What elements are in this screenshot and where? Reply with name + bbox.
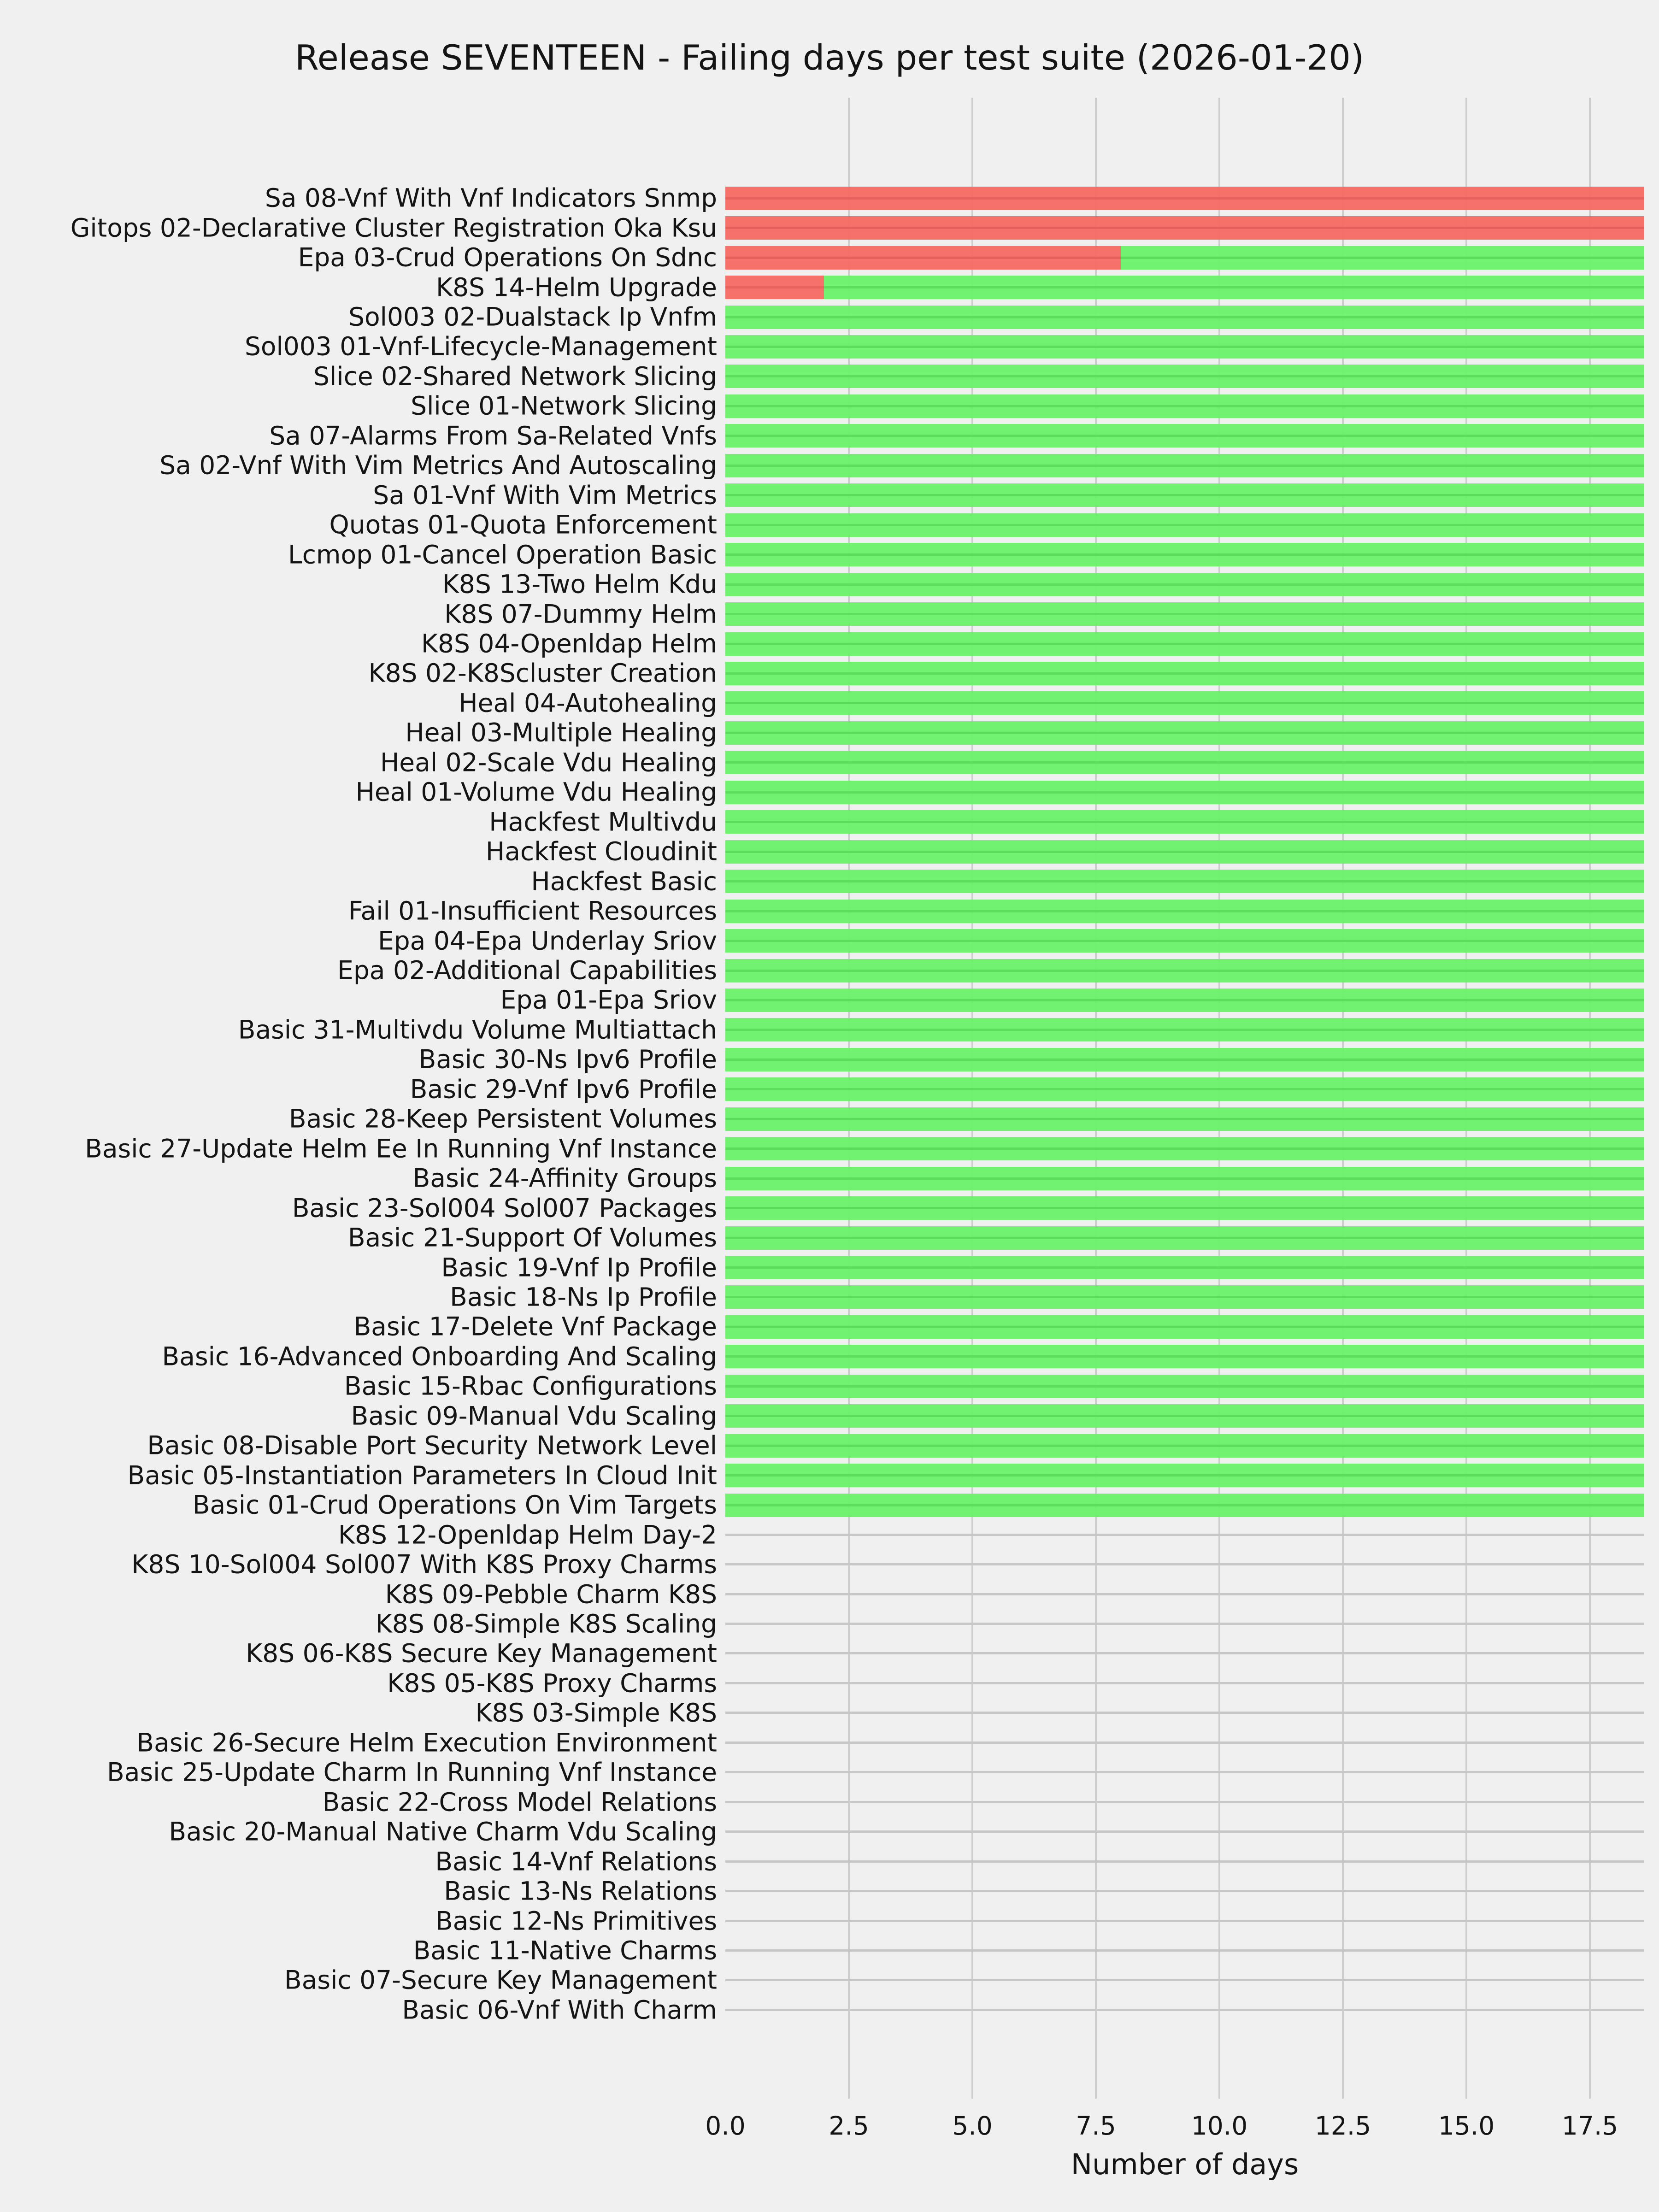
passing-bar-segment [725, 306, 1644, 329]
suite-label: Basic 12-Ns Primitives [435, 1906, 717, 1936]
suite-row [531, 866, 1644, 896]
category-gridline [725, 1949, 1644, 1952]
suite-label: K8S 07-Dummy Helm [444, 599, 717, 629]
suite-label: Hackfest Basic [531, 866, 717, 896]
category-gridline [725, 1563, 1644, 1565]
suite-label: Heal 04-Autohealing [459, 688, 717, 718]
suite-label: Quotas 01-Quota Enforcement [329, 510, 717, 540]
passing-bar-segment [725, 781, 1644, 804]
passing-bar-segment [725, 1077, 1644, 1101]
x-tick-label: 5.0 [952, 2111, 993, 2141]
suite-row [375, 1609, 1644, 1639]
suite-row [70, 213, 1644, 243]
suite-label: Basic 27-Update Helm Ee In Running Vnf Instance [85, 1134, 717, 1164]
passing-bar-segment [725, 900, 1644, 923]
suite-row [405, 718, 1644, 747]
suite-row [475, 1698, 1644, 1728]
passing-bar-segment [725, 1167, 1644, 1190]
passing-bar-segment [725, 1107, 1644, 1131]
category-gridline [725, 1652, 1644, 1654]
suite-label: Basic 31-Multivdu Volume Multiattach [238, 1015, 717, 1045]
suite-label: Basic 24-Affinity Groups [412, 1163, 717, 1193]
suite-row [238, 1015, 1644, 1045]
passing-bar-segment [725, 1226, 1644, 1250]
suite-row [385, 1579, 1644, 1609]
suite-label: K8S 08-Simple K8S Scaling [375, 1609, 717, 1639]
passing-bar-segment [725, 870, 1644, 893]
suite-row [459, 688, 1644, 718]
x-tick-label: 12.5 [1314, 2111, 1371, 2141]
suite-label: Basic 25-Update Charm In Running Vnf Instance [107, 1757, 717, 1787]
suite-row [313, 361, 1644, 391]
suite-label: Slice 01-Network Slicing [411, 391, 717, 421]
passing-bar-segment [725, 1434, 1644, 1458]
category-gridline [725, 1593, 1644, 1595]
passing-bar-segment [725, 543, 1644, 566]
suite-row [444, 599, 1644, 629]
x-tick-label: 10.0 [1191, 2111, 1248, 2141]
suite-row [288, 1104, 1644, 1134]
category-gridline [725, 1801, 1644, 1803]
x-axis-ticks [705, 2111, 1644, 2146]
passing-bar-segment [725, 1494, 1644, 1517]
passing-bar-segment [725, 1196, 1644, 1220]
x-tick-label: 2.5 [829, 2111, 869, 2141]
suite-row [269, 421, 1644, 451]
suite-row [412, 1163, 1644, 1193]
suite-row [292, 1193, 1644, 1223]
suite-label: Epa 03-Crud Operations On Sdnc [298, 242, 717, 272]
suite-label: Sa 02-Vnf With Vim Metrics And Autoscaling [159, 450, 717, 480]
suite-row [435, 1847, 1644, 1877]
passing-bar-segment [725, 1315, 1644, 1339]
suite-label: Sa 07-Alarms From Sa-Related Vnfs [269, 421, 717, 451]
suite-label: Basic 26-Secure Helm Execution Environment [136, 1728, 717, 1758]
suite-row [136, 1728, 1644, 1758]
suite-row [244, 331, 1644, 361]
suite-label: Basic 16-Advanced Onboarding And Scaling [162, 1341, 717, 1371]
suite-row [450, 1282, 1644, 1312]
passing-bar-segment [725, 365, 1644, 388]
suite-label: K8S 05-K8S Proxy Charms [387, 1668, 717, 1698]
passing-bar-segment [725, 751, 1644, 774]
passing-bar-segment [725, 721, 1644, 745]
x-tick-label: 17.5 [1561, 2111, 1618, 2141]
suite-label: Basic 01-Crud Operations On Vim Targets [192, 1490, 717, 1520]
suite-label: Sa 01-Vnf With Vim Metrics [373, 480, 717, 510]
suite-row [442, 569, 1644, 599]
suite-row [410, 1074, 1644, 1104]
suite-row [435, 1906, 1644, 1936]
failing-bar-segment [725, 187, 1644, 210]
suite-label: Basic 05-Instantiation Parameters In Cloud Init [127, 1460, 717, 1490]
x-tick-label: 0.0 [705, 2111, 746, 2141]
suite-row [355, 777, 1644, 807]
suite-label: Hackfest Multivdu [489, 807, 717, 837]
suite-label: Sol003 01-Vnf-Lifecycle-Management [244, 331, 717, 361]
category-gridline [725, 1741, 1644, 1744]
suite-row [351, 1401, 1644, 1431]
category-gridline [725, 1712, 1644, 1714]
suite-row [387, 1668, 1644, 1698]
suite-row [444, 1876, 1644, 1906]
suite-label: K8S 02-K8Scluster Creation [368, 658, 717, 688]
category-gridline [725, 1979, 1644, 1981]
suite-label: Lcmop 01-Cancel Operation Basic [288, 540, 717, 570]
suite-label: K8S 06-K8S Secure Key Management [246, 1638, 717, 1668]
category-gridline [725, 1771, 1644, 1773]
x-tick-label: 7.5 [1076, 2111, 1116, 2141]
suite-rows [70, 183, 1644, 2025]
passing-bar-segment [725, 394, 1644, 418]
suite-row [288, 540, 1644, 570]
suite-row [347, 1223, 1644, 1253]
suite-label: Basic 29-Vnf Ipv6 Profile [410, 1074, 717, 1104]
suite-row [85, 1134, 1644, 1164]
suite-label: K8S 14-Helm Upgrade [436, 272, 717, 302]
category-gridline [725, 2009, 1644, 2011]
category-gridline [725, 1920, 1644, 1922]
suite-row [265, 183, 1644, 213]
suite-row [353, 1312, 1644, 1341]
suite-row [500, 985, 1644, 1015]
suite-row [348, 896, 1644, 926]
category-gridline [725, 1860, 1644, 1863]
suite-row [337, 955, 1644, 985]
category-gridline [725, 1682, 1644, 1684]
suite-label: Fail 01-Insufficient Resources [348, 896, 717, 926]
suite-row [377, 926, 1644, 956]
suite-label: Basic 14-Vnf Relations [435, 1847, 717, 1877]
passing-bar-segment [725, 1464, 1644, 1487]
passing-bar-segment [725, 1285, 1644, 1309]
suite-label: Basic 06-Vnf With Charm [402, 1995, 717, 2025]
suite-label: Slice 02-Shared Network Slicing [313, 361, 717, 391]
suite-row [411, 391, 1644, 421]
suite-label: K8S 13-Two Helm Kdu [442, 569, 717, 599]
suite-row [284, 1965, 1644, 1995]
suite-label: K8S 12-Openldap Helm Day-2 [338, 1520, 717, 1550]
suite-label: Epa 01-Epa Sriov [500, 985, 717, 1015]
category-gridline [725, 1830, 1644, 1833]
suite-row [441, 1253, 1644, 1282]
suite-label: K8S 03-Simple K8S [475, 1698, 717, 1728]
suite-label: Basic 13-Ns Relations [444, 1876, 717, 1906]
category-gridline [725, 1534, 1644, 1536]
suite-label: Basic 11-Native Charms [413, 1936, 717, 1965]
suite-row [298, 242, 1644, 272]
suite-label: Basic 17-Delete Vnf Package [353, 1312, 717, 1341]
suite-row [246, 1638, 1644, 1668]
suite-row [418, 1044, 1644, 1074]
suite-row [162, 1341, 1644, 1371]
passing-bar-segment [725, 691, 1644, 715]
failing-bar-segment [725, 276, 824, 299]
suite-label: K8S 09-Pebble Charm K8S [385, 1579, 717, 1609]
suite-label: Sol003 02-Dualstack Ip Vnfm [348, 302, 717, 332]
passing-bar-segment [725, 988, 1644, 1012]
suite-row [489, 807, 1644, 837]
suite-label: Basic 08-Disable Port Security Network Level [147, 1430, 717, 1460]
passing-bar-segment [725, 1256, 1644, 1279]
passing-bar-segment [725, 840, 1644, 864]
suite-row [127, 1460, 1644, 1490]
suite-row [436, 272, 1644, 302]
passing-bar-segment [725, 483, 1644, 507]
passing-bar-segment [725, 335, 1644, 359]
suite-row [169, 1817, 1644, 1847]
suite-row [373, 480, 1644, 510]
passing-bar-segment [725, 573, 1644, 596]
suite-row [107, 1757, 1644, 1787]
suite-label: Epa 04-Epa Underlay Sriov [377, 926, 717, 956]
suite-row [413, 1936, 1644, 1965]
suite-label: Sa 08-Vnf With Vnf Indicators Snmp [265, 183, 717, 213]
suite-label: Heal 02-Scale Vdu Healing [380, 747, 717, 777]
suite-row [485, 836, 1644, 866]
suite-row [402, 1995, 1644, 2025]
suite-label: Gitops 02-Declarative Cluster Registration Oka Ksu [70, 213, 717, 243]
suite-label: Basic 09-Manual Vdu Scaling [351, 1401, 717, 1431]
suite-label: Basic 18-Ns Ip Profile [450, 1282, 717, 1312]
passing-bar-segment [725, 1404, 1644, 1428]
suite-label: K8S 04-Openldap Helm [421, 629, 717, 659]
category-gridline [725, 1623, 1644, 1625]
plot-area [70, 98, 1644, 2099]
x-tick-label: 15.0 [1438, 2111, 1495, 2141]
passing-bar-segment [725, 1048, 1644, 1071]
passing-bar-segment [725, 1018, 1644, 1041]
suite-row [322, 1787, 1644, 1817]
suite-row [131, 1549, 1644, 1579]
passing-bar-segment [725, 929, 1644, 953]
suite-label: Basic 07-Secure Key Management [284, 1965, 717, 1995]
suite-label: Heal 01-Volume Vdu Healing [355, 777, 717, 807]
passing-bar-segment [725, 810, 1644, 834]
suite-label: Basic 23-Sol004 Sol007 Packages [292, 1193, 717, 1223]
suite-row [192, 1490, 1644, 1520]
suite-label: Basic 22-Cross Model Relations [322, 1787, 717, 1817]
category-gridline [725, 1890, 1644, 1892]
suite-row [344, 1371, 1644, 1401]
passing-bar-segment [725, 602, 1644, 626]
suite-row [159, 450, 1644, 480]
suite-label: Epa 02-Additional Capabilities [337, 955, 717, 985]
failing-bar-segment [725, 246, 1121, 270]
suite-row [348, 302, 1644, 332]
suite-label: K8S 10-Sol004 Sol007 With K8S Proxy Charms [131, 1549, 717, 1579]
passing-bar-segment [824, 276, 1644, 299]
passing-bar-segment [725, 1345, 1644, 1368]
suite-label: Basic 15-Rbac Configurations [344, 1371, 717, 1401]
chart-title: Release SEVENTEEN - Failing days per test suite (2026-01-20) [294, 37, 1365, 78]
x-axis-label: Number of days [1071, 2147, 1299, 2181]
suite-row [421, 629, 1644, 659]
passing-bar-segment [1121, 246, 1644, 270]
passing-bar-segment [725, 632, 1644, 656]
passing-bar-segment [725, 424, 1644, 447]
suite-label: Heal 03-Multiple Healing [405, 718, 717, 747]
passing-bar-segment [725, 662, 1644, 685]
suite-row [329, 510, 1644, 540]
suite-label: Basic 21-Support Of Volumes [347, 1223, 717, 1253]
passing-bar-segment [725, 513, 1644, 537]
passing-bar-segment [725, 454, 1644, 477]
passing-bar-segment [725, 1375, 1644, 1398]
suite-row [380, 747, 1644, 777]
passing-bar-segment [725, 1137, 1644, 1160]
failing-bar-segment [725, 216, 1644, 240]
suite-label: Hackfest Cloudinit [485, 836, 717, 866]
passing-bar-segment [725, 959, 1644, 982]
suite-label: Basic 28-Keep Persistent Volumes [288, 1104, 717, 1134]
suite-row [147, 1430, 1644, 1460]
suite-row [368, 658, 1644, 688]
suite-label: Basic 20-Manual Native Charm Vdu Scaling [169, 1817, 717, 1847]
suite-row [338, 1520, 1644, 1550]
suite-label: Basic 19-Vnf Ip Profile [441, 1253, 717, 1282]
suite-label: Basic 30-Ns Ipv6 Profile [418, 1044, 717, 1074]
